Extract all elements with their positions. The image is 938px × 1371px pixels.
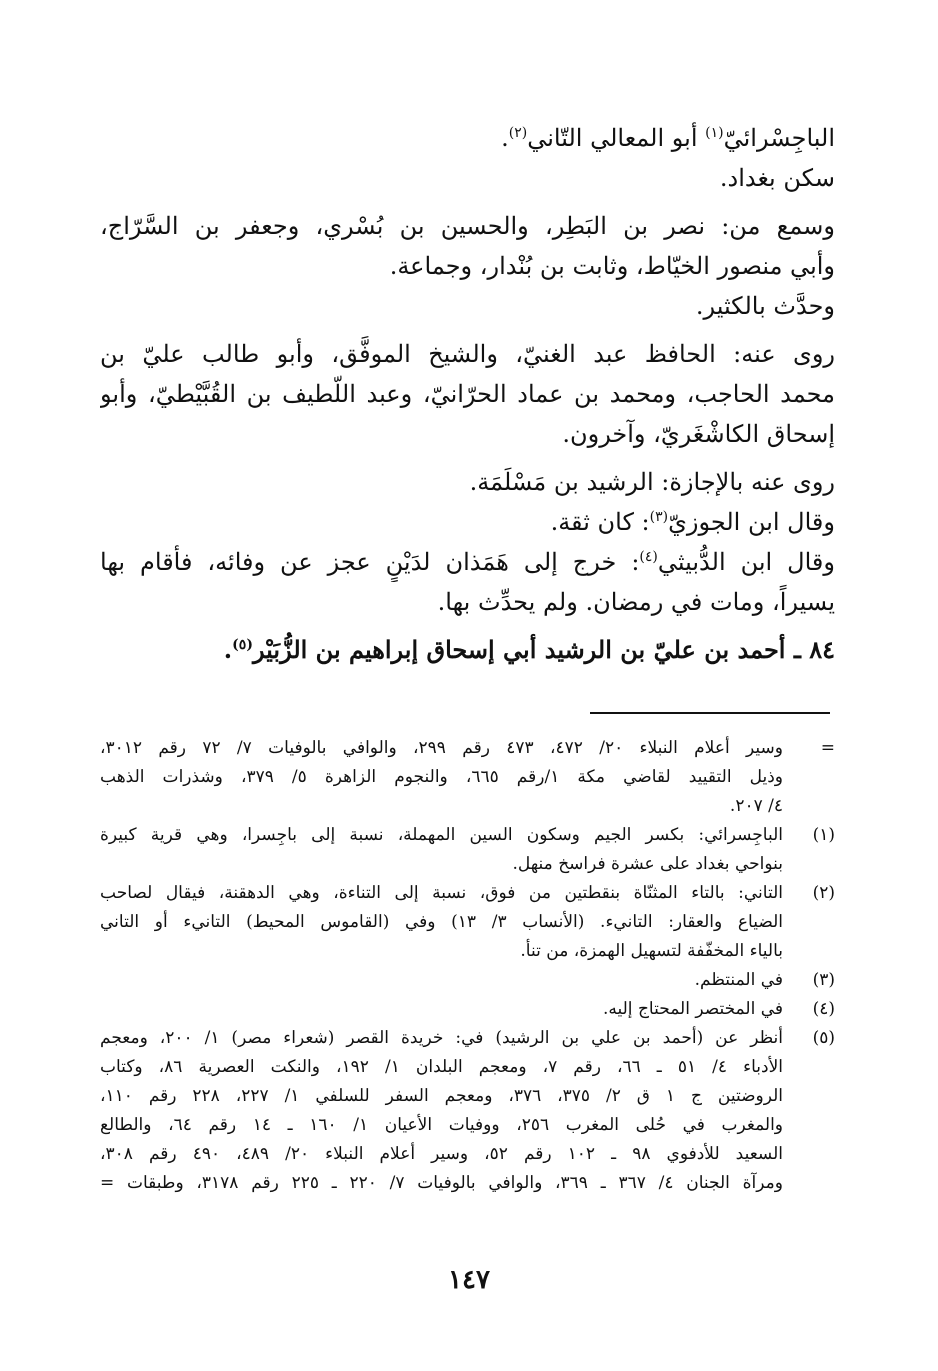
footnote-1 [100, 821, 835, 879]
footnote-ref[interactable]: (١) [705, 125, 724, 141]
footnote-body [100, 995, 783, 1024]
footnote-body [100, 1024, 783, 1198]
text-line [100, 118, 835, 158]
footnote-body [100, 734, 783, 821]
footnote-line: الروضتين ج ١ ق ٢/ ٣٧٥، ٣٧٦، ومعجم السفر للسلفي ١/ ٢٢٧، ٢٢٨ رقم ١١٠، [100, 1086, 783, 1106]
footnote-marker: (١) [812, 825, 835, 845]
text-line: روى عنه: الحافظ عبد الغنيّ، والشيخ الموفَّق، وأبو طالب عليّ بن [100, 340, 835, 368]
main-text [100, 118, 835, 670]
text-segment: . [223, 635, 233, 664]
footnote-line: ٤/ ٢٠٧. [729, 796, 783, 816]
text-line [100, 502, 835, 542]
footnote-separator [590, 712, 830, 714]
text-segment: ٨٤ ـ أحمد بن عليّ بن الرشيد أبي إسحاق إبراهيم بن الزُّبَيْر [252, 635, 835, 664]
footnote-ref[interactable]: (٤) [639, 549, 658, 565]
footnote-body [100, 821, 783, 879]
page-number: ١٤٧ [448, 1265, 490, 1295]
footnote-line: وذيل التقييد لقاضي مكة ١/رقم ٦٦٥، والنجوم الزاهرة ٥/ ٣٧٩، وشذرات الذهب [100, 767, 783, 787]
footnote-3 [100, 966, 835, 995]
footnote-continued [100, 734, 835, 821]
text-segment: . [501, 124, 509, 152]
footnote-marker: (٤) [812, 999, 835, 1019]
footnote-body [100, 966, 783, 995]
footnote-body [100, 879, 783, 966]
footnote-line: السعيد للأدفوي ٩٨ ـ ١٠٢ رقم ٥٢، وسير أعلام النبلاء ٢٠/ ٤٨٩، ٤٩٠ رقم ٣٠٨، [100, 1144, 783, 1164]
footnote-line: التاني: بالتاء المثنّاة بنقطتين من فوق، نسبة إلى التناءة، وهي الدهقنة، فيقال لصاحب [100, 883, 783, 903]
footnotes [100, 734, 835, 1198]
footnote-line: بالياء المخفّفة لتسهيل الهمزة، من تنأ. [520, 941, 783, 961]
text-line: وحدَّث بالكثير. [695, 292, 835, 320]
footnote-line: في المنتظم. [694, 970, 783, 990]
footnote-line: الأدباء ٤/ ٥١ ـ ٦٦، رقم ٧، ومعجم البلدان ١/ ١٩٢، والنكت العصرية ٨٦، وكتاب [100, 1057, 783, 1077]
footnote-4 [100, 995, 835, 1024]
footnote-ref[interactable]: (٣) [649, 509, 669, 525]
footnote-marker: (٢) [812, 883, 835, 903]
text-line: سكن بغداد. [719, 164, 835, 192]
footnote-ref[interactable]: (٢) [508, 125, 528, 141]
footnote-marker: = [820, 738, 835, 758]
text-line: محمد الحاجب، ومحمد بن عماد الحرّانيّ، وعبد اللّطيف بن القُبَّيْطيّ، وأبو [100, 380, 835, 408]
footnote-line: وسير أعلام النبلاء ٢٠/ ٤٧٢، ٤٧٣ رقم ٢٩٩، والوافي بالوفيات ٧/ ٧٢ رقم ٣٠١٢، [100, 738, 783, 758]
footnote-line: في المختصر المحتاج إليه. [602, 999, 783, 1019]
text-segment: أبو المعالي التّاني [527, 124, 706, 152]
text-segment: وقال ابن الجوزيّ [668, 508, 835, 536]
text-line: روى عنه بالإجازة: الرشيد بن مَسْلَمَة. [469, 468, 835, 496]
text-line: إسحاق الكاشْغَريّ، وآخرون. [562, 420, 835, 448]
footnote-ref[interactable]: (٥) [232, 637, 253, 653]
text-segment: وقال ابن الدُّبيثي [657, 548, 835, 576]
footnote-2 [100, 879, 835, 966]
text-segment: : كان ثقة. [550, 508, 650, 536]
text-segment: الباجِسْرائيّ [723, 124, 835, 152]
footnote-line: الضياع والعقار: التانيء. (الأنساب ٣/ ١٣) وفي (القاموس المحيط) التانيء أو التاني [100, 912, 783, 932]
entry-heading [100, 630, 835, 670]
footnote-marker: (٥) [812, 1028, 835, 1048]
footnote-line: أنظر عن (أحمد بن علي بن الرشيد) في: خريدة القصر (شعراء مصر) ١/ ٢٠٠، ومعجم [100, 1028, 783, 1048]
text-segment: : خرج إلى هَمَذان لدَيْنٍ عجز عن وفائه، فأقام بها [100, 548, 640, 576]
text-line: وسمع من: نصر بن البَطِر، والحسين بن بُسْري، وجعفر بن السَّرّاج، [100, 212, 835, 240]
footnote-marker: (٣) [812, 970, 835, 990]
footnote-line: بنواحي بغداد على عشرة فراسخ منهل. [512, 854, 783, 874]
footnote-line: الباجِسرائي: بكسر الجيم وسكون السين المهملة، نسبة إلى باجِسرا، وهي قرية كبيرة [100, 825, 783, 845]
footnote-line: ومرآة الجنان ٤/ ٣٦٧ ـ ٣٦٩، والوافي بالوفيات ٧/ ٢٢٠ ـ ٢٢٥ رقم ٣١٧٨، وطبقات = [100, 1173, 783, 1193]
footnote-5 [100, 1024, 835, 1198]
text-line [100, 542, 835, 582]
text-line: وأبي منصور الخيّاط، وثابت بن بُنْدار، وجماعة. [389, 252, 835, 280]
text-line: يسيراً، ومات في رمضان. ولم يحدِّث بها. [437, 588, 835, 616]
footnote-line: والمغرب في حُلى المغرب ٢٥٦، ووفيات الأعيان ١/ ١٦٠ ـ ١٤ رقم ٦٤، والطالع [100, 1115, 783, 1135]
